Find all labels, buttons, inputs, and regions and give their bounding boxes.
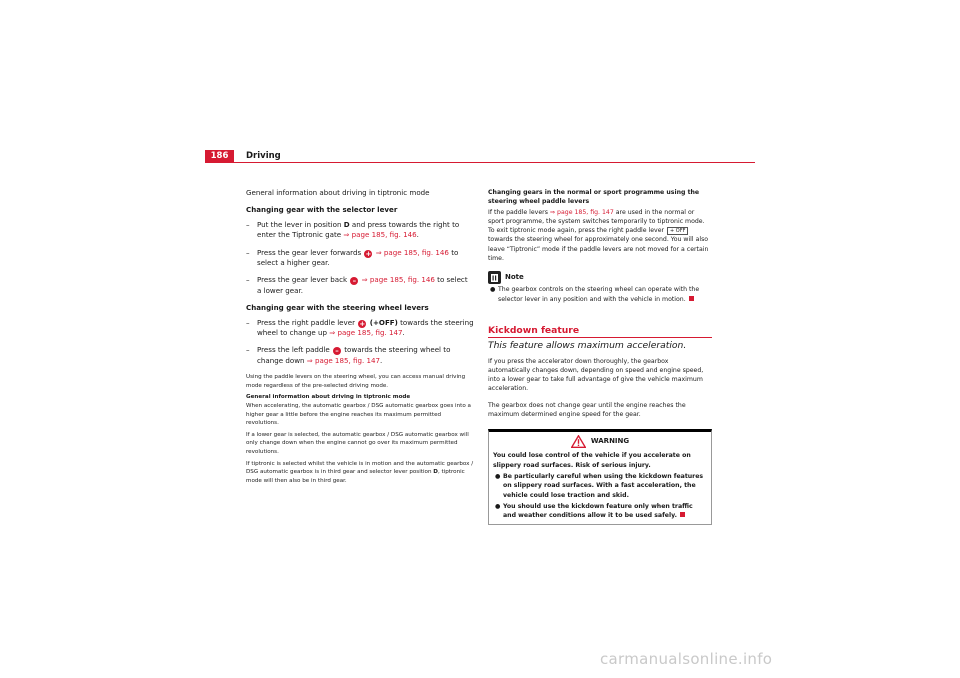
minus-key-icon: – xyxy=(350,277,358,285)
paragraph: The gearbox does not change gear until the engine reaches the maximum determined engine speed for the gear. xyxy=(488,401,686,419)
page-reference-link[interactable]: ⇒ page 185, fig. 146 xyxy=(361,275,435,285)
plus-off-key-icon: + OFF xyxy=(667,227,688,235)
step-dash: – xyxy=(246,275,250,285)
watermark: carmanualsonline.info xyxy=(600,650,773,668)
step-1: – Put the lever in position D and press towards the right to enter the Tiptronic gate ⇒ page 185, fig. 146. xyxy=(246,219,460,240)
right-column xyxy=(488,188,712,525)
step-3: – Press the gear lever back – ⇒ page 185, fig. 146 to select a lower gear. xyxy=(246,275,468,295)
section-rule xyxy=(488,337,712,338)
paragraph: If a lower gear is selected, the automatic gearbox / DSG automatic gearbox will only change down when the engine cannot go over its maximum permitted revolutions. xyxy=(246,431,469,456)
minus-key-icon: – xyxy=(333,347,341,355)
plus-key-icon: + xyxy=(365,249,372,258)
left-column xyxy=(246,188,474,488)
step-dash: – xyxy=(246,219,250,229)
heading-paddle-levers: Changing gears in the normal or sport programme using the steering wheel paddle levers xyxy=(488,189,700,206)
step-dash: – xyxy=(246,317,250,327)
page-number: 186 xyxy=(205,150,234,163)
paragraph: If you press the accelerator down thoroughly, the gearbox automatically changes down, depending on speed and engine speed, into a lower gear to take full advantage of give the vehicle maximum acceleration. xyxy=(488,357,704,393)
step-5: – Press the left paddle – towards the steering wheel to change down ⇒ page 185, fig. 147. xyxy=(246,345,451,365)
warning-header xyxy=(493,435,707,448)
page-reference-link[interactable]: ⇒ page 185, fig. 147 xyxy=(306,355,381,365)
section-subtitle: This feature allows maximum acceleration. xyxy=(488,340,687,352)
paragraph: When accelerating, the automatic gearbox / DSG automatic gearbox goes into a higher gear a little before the engine reaches its maximum permitted revolutions. xyxy=(246,403,471,427)
section-title: Kickdown feature xyxy=(488,324,580,336)
warning-box xyxy=(488,429,712,525)
page-reference-link[interactable]: ⇒ page 185, fig. 146 xyxy=(343,230,417,240)
warning-text: You could lose control of the vehicle if you accelerate on slippery road surfaces. Risk of serious injury. xyxy=(493,452,691,469)
step-2: – Press the gear lever forwards + ⇒ page 185, fig. 146 to select a higher gear. xyxy=(246,247,459,268)
bullet-icon: ● xyxy=(495,472,501,480)
paragraph: Using the paddle levers on the steering wheel, you can access manual driving mode regardless of the pre-selected driving mode. xyxy=(246,374,466,389)
subheading: General information about driving in tiptronic mode xyxy=(246,394,411,401)
page-reference-link[interactable]: ⇒ page 185, fig. 147 xyxy=(549,208,614,216)
note-item: ● The gearbox controls on the steering wheel can operate with the selector lever in any position and with the vehicle in motion. xyxy=(490,286,700,303)
heading-steering-wheel-levers: Changing gear with the steering wheel levers xyxy=(246,303,429,313)
note-title: Note xyxy=(505,273,524,282)
warning-item: ● Be particularly careful when using the kickdown features on slippery road surfaces. With a fast acceleration, the vehicle could lose traction and skid. xyxy=(495,472,704,499)
page-reference-link[interactable]: ⇒ page 185, fig. 147 xyxy=(329,328,403,338)
warning-triangle-icon xyxy=(571,435,586,448)
left-fine-print xyxy=(246,373,474,485)
step-4: – Press the right paddle lever + (+OFF) towards the steering wheel to change up ⇒ page 185, fig. 147. xyxy=(246,317,474,338)
plus-key-icon: + xyxy=(359,319,366,328)
note-header xyxy=(488,271,712,284)
heading-selector-lever: Changing gear with the selector lever xyxy=(246,205,398,215)
warning-item: ● You should use the kickdown feature only when traffic and weather conditions allow it to be used safely. xyxy=(495,502,693,520)
step-dash: – xyxy=(246,247,250,257)
intro-text: General information about driving in tiptronic mode xyxy=(246,188,430,197)
warning-title: WARNING xyxy=(590,437,630,446)
bullet-icon: ● xyxy=(490,286,496,294)
note-icon xyxy=(488,271,501,284)
end-mark-icon xyxy=(689,296,694,301)
bullet-icon: ● xyxy=(495,502,501,510)
step-dash: – xyxy=(246,345,250,355)
end-mark-icon xyxy=(680,512,685,517)
paragraph: If the paddle levers ⇒ page 185, fig. 147 are used in the normal or sport programme, the system switches temporarily to tiptronic mode. To exit tiptronic mode again, press the right paddle lever + OFF towards the steering wheel for approximately one second. You will also leave “Tiptronic” mode if the paddle levers are not moved for a certain time. xyxy=(488,208,709,263)
paragraph: If tiptronic is selected whilst the vehicle is in motion and the automatic gearbox / DSG automatic gearbox is in third gear and selector lever position D, tiptronic mode will then also be in third gear. xyxy=(246,460,474,484)
running-title: Driving xyxy=(246,151,281,161)
header-rule xyxy=(205,162,755,163)
page-reference-link[interactable]: ⇒ page 185, fig. 146 xyxy=(375,247,449,257)
